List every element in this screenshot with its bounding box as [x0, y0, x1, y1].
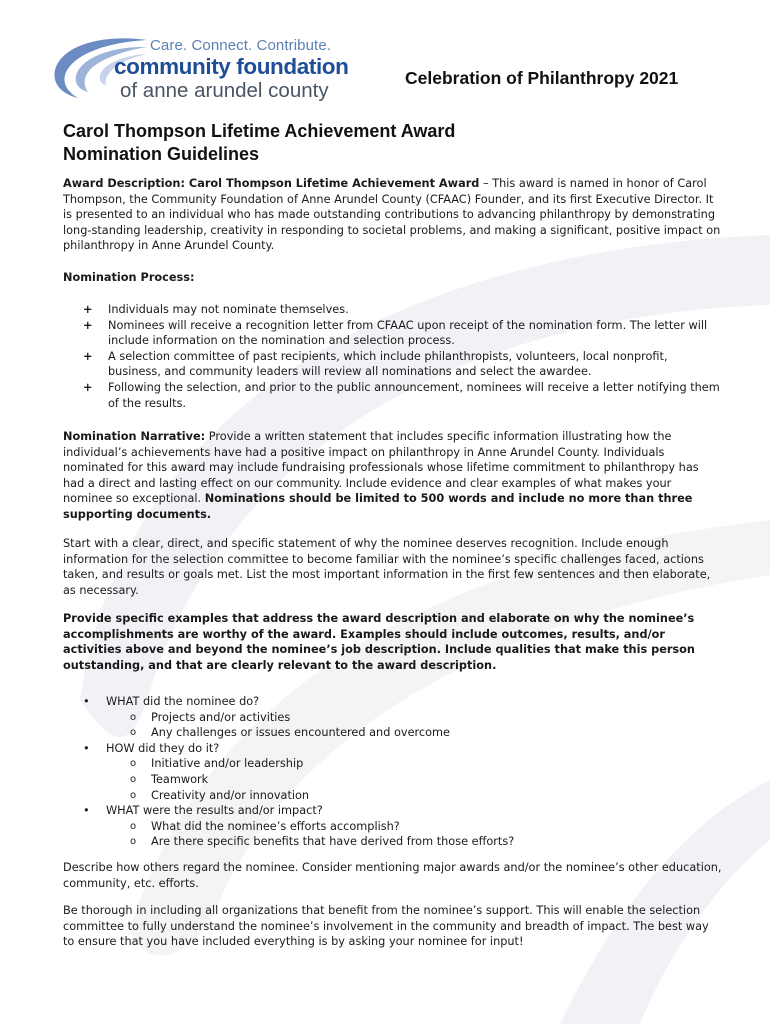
circle-bullet-icon: o [130, 727, 137, 739]
circle-bullet-icon: o [130, 758, 137, 770]
cfaac-logo [50, 32, 375, 107]
sub-list-item-text: Creativity and/or innovation [151, 788, 310, 802]
circle-bullet-icon: o [130, 773, 137, 785]
sub-list-item-text: Initiative and/or leadership [151, 757, 304, 771]
sub-list-item [106, 725, 723, 741]
sub-list-item-text: Any challenges or issues encountered and overcome [151, 726, 450, 740]
list-item [63, 694, 723, 741]
bullet-icon: • [83, 695, 90, 708]
sub-list-item [106, 756, 723, 772]
circle-bullet-icon: o [130, 711, 137, 723]
bullet-icon: • [83, 804, 90, 818]
list-item-text: WHAT were the results and/or impact? [106, 804, 323, 818]
sub-list-item [106, 788, 723, 804]
nomination-narrative-paragraph [63, 429, 723, 523]
sub-list-item-text: Are there specific benefits that have derived from those efforts? [151, 835, 515, 849]
document-title [63, 120, 455, 166]
sub-list [106, 819, 723, 850]
list-item [63, 302, 723, 318]
logo-name: community foundation [114, 54, 349, 79]
others-regard-paragraph: Describe how others regard the nominee. Consider mentioning major awards and/or the nominee’s other education, community, etc. efforts. [63, 861, 722, 890]
bullet-icon: • [83, 741, 90, 755]
narrative-limit-note: Nominations should be limited to 500 words and include no more than three supporting documents. [63, 492, 693, 521]
event-title: Celebration of Philanthropy 2021 [405, 68, 679, 88]
list-item [63, 803, 723, 850]
list-item-text: Individuals may not nominate themselves. [108, 303, 349, 316]
plus-bullet-icon: + [83, 318, 93, 332]
document-title-line-1: Carol Thompson Lifetime Achievement Award [63, 121, 456, 141]
narrative-text: Provide a written statement that includes specific information illustrating how the individual’s achievements have had a positive impact on philanthropy in Anne Arundel County. Individuals nominated for this award may include fundraising professionals whose lifetime commitment to philanthropy has had a direct and lasting effect on our community. Include evidence and clear examples of what makes your nominee so exceptional. [63, 430, 699, 506]
sub-list-item-text: Projects and/or activities [151, 710, 291, 724]
list-item [63, 318, 723, 349]
logo-tagline: Care. Connect. Contribute. [150, 37, 332, 54]
circle-bullet-icon: o [130, 836, 137, 848]
list-item-text: WHAT did the nominee do? [106, 695, 260, 708]
nomination-process-list [63, 302, 723, 411]
circle-bullet-icon: o [130, 820, 137, 832]
sub-list-item-text: What did the nominee’s efforts accomplish? [151, 819, 400, 833]
sub-list [106, 710, 723, 741]
award-description-paragraph [63, 176, 723, 254]
sub-list-item [106, 772, 723, 788]
list-item-text: Following the selection, and prior to the public announcement, nominees will receive a letter notifying them of the results. [108, 380, 720, 410]
circle-bullet-icon: o [130, 789, 137, 801]
specific-examples-paragraph: Provide specific examples that address the award description and elaborate on why the nominee’s accomplishments are worthy of the award. Examples should include outcomes, results, and/or activities above and beyond the nominee’s job description. Include qualities that make this person outstanding, and that are clearly relevant to the award description. [63, 612, 695, 672]
list-item-text: Nominees will receive a recognition letter from CFAAC upon receipt of the nomination form. The letter will include information on the nomination and selection process. [108, 318, 708, 348]
plus-bullet-icon: + [83, 380, 93, 394]
list-item [63, 380, 723, 411]
plus-bullet-icon: + [83, 303, 93, 316]
plus-bullet-icon: + [83, 349, 93, 363]
sub-list-item [106, 834, 723, 850]
document-title-line-2: Nomination Guidelines [63, 144, 260, 164]
be-thorough-paragraph: Be thorough in including all organizations that benefit from the nominee’s support. This will enable the selection committee to fully understand the nominee’s involvement in the community and breadth of impact. The best way to ensure that you have included everything is by asking your nominee for input! [63, 904, 709, 949]
questions-list [63, 694, 723, 850]
narrative-label: Nomination Narrative: [63, 430, 206, 443]
start-statement-paragraph: Start with a clear, direct, and specific statement of why the nominee deserves recognition. Include enough information for the selection committee to become familiar with the nominee’s specific challenges faced, actions taken, and results or goals met. List the most important information in the first few sentences and then elaborate, as necessary. [63, 537, 711, 597]
logo-subtitle: of anne arundel county [120, 79, 329, 102]
list-item [63, 349, 723, 380]
sub-list-item [106, 710, 723, 726]
award-description-text: – This award is named in honor of Carol Thompson, the Community Foundation of Anne Arundel County (CFAAC) Founder, and its first Executive Director. It is presented to an individual who has made outstanding contributions to advancing philanthropy by demonstrating long-standing leadership, creativity in responding to societal problems, and making a significant, positive impact on philanthropy in Anne Arundel County. [63, 177, 721, 253]
sub-list-item [106, 819, 723, 835]
list-item [63, 741, 723, 803]
sub-list [106, 756, 723, 803]
nomination-process-heading: Nomination Process: [63, 271, 195, 284]
list-item-text: HOW did they do it? [106, 741, 220, 755]
sub-list-item-text: Teamwork [151, 772, 209, 786]
award-description-label: Award Description: Carol Thompson Lifetime Achievement Award [63, 177, 480, 190]
list-item-text: A selection committee of past recipients, which include philanthropists, volunteers, local nonprofit, business, and community leaders will review all nominations and select the awardee. [108, 349, 668, 379]
